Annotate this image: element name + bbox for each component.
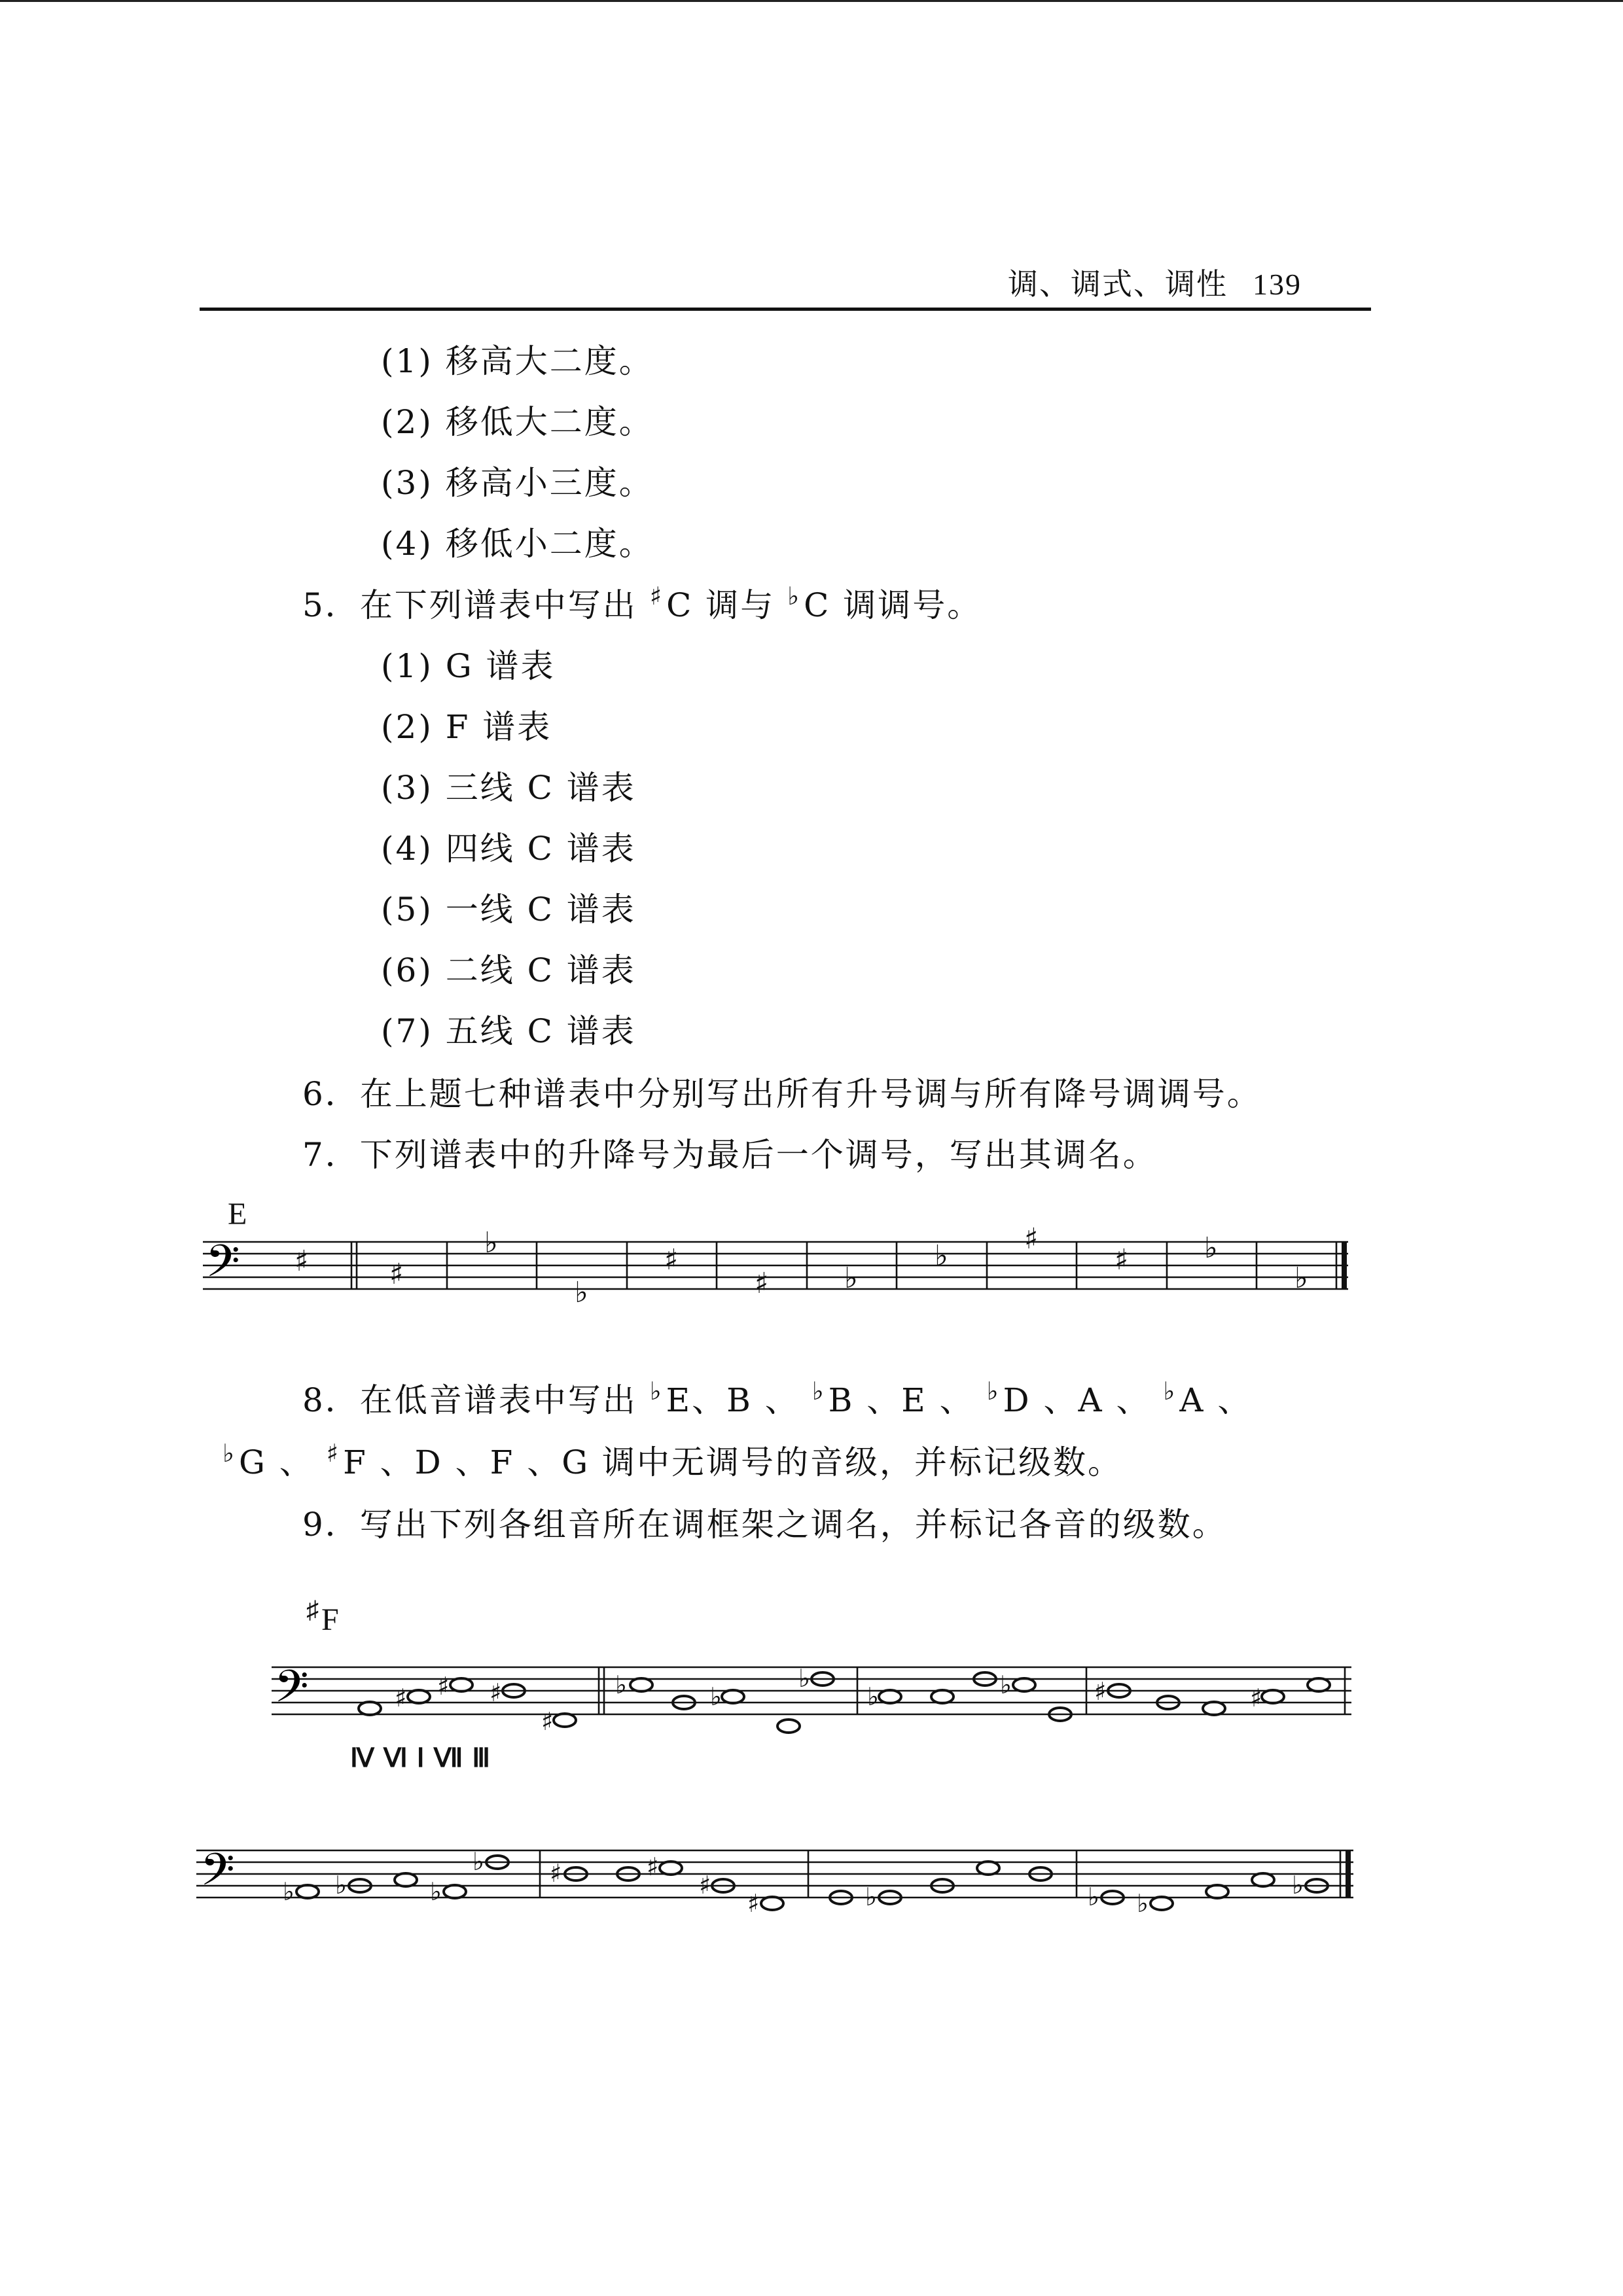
svg-text:♭: ♭ [615, 1670, 627, 1699]
svg-text:♯: ♯ [389, 1258, 404, 1291]
svg-text:♯: ♯ [294, 1245, 309, 1278]
question-5: 5．在下列谱表中写出 ♯C 调与 ♭C 调调号。 [302, 582, 982, 624]
question-9: 9．写出下列各组音所在调框架之调名，并标记各音的级数。 [302, 1506, 1227, 1544]
svg-text:♯: ♯ [550, 1859, 562, 1888]
q9-degree-labels: Ⅳ Ⅵ Ⅰ Ⅶ Ⅲ [350, 1743, 491, 1773]
svg-text:♭: ♭ [335, 1871, 347, 1899]
q7-example-label: E [228, 1197, 247, 1231]
page-top-edge [0, 0, 1623, 2]
svg-text:♯: ♯ [1024, 1222, 1039, 1256]
svg-text:♯: ♯ [747, 1889, 760, 1918]
bass-clef-icon: 𝄢 [205, 1236, 240, 1298]
q5-item: (2) F 谱表 [381, 708, 552, 746]
q5-item: (1) G 谱表 [381, 647, 556, 685]
svg-text:♭: ♭ [710, 1682, 722, 1711]
bass-clef-icon: 𝄢 [274, 1661, 309, 1723]
svg-text:♯: ♯ [755, 1267, 769, 1300]
q5-item: (4) 四线 C 谱表 [381, 830, 636, 868]
shift-item: (1) 移高大二度。 [381, 342, 654, 380]
svg-text:♯: ♯ [541, 1707, 554, 1736]
question-8-line-2: ♭G 、 ♯F 、D 、F 、G 调中无调号的音级，并标记级数。 [223, 1439, 1123, 1481]
q5-item: (5) 一线 C 谱表 [381, 891, 636, 928]
svg-text:♭: ♭ [798, 1664, 810, 1693]
q5-item: (3) 三线 C 谱表 [381, 769, 636, 807]
question-8-line-1: 8．在低音谱表中写出 ♭E、B 、 ♭B 、E 、 ♭D 、A 、 ♭A 、 [302, 1377, 1253, 1419]
q7-bass-staff [196, 1222, 1361, 1309]
question-6: 6．在上题七种谱表中分别写出所有升号调与所有降号调调号。 [302, 1075, 1262, 1113]
svg-text:♭: ♭ [1137, 1889, 1149, 1918]
q5-item: (6) 二线 C 谱表 [381, 951, 636, 989]
svg-text:♭: ♭ [430, 1877, 442, 1906]
shift-item: (4) 移低小二度。 [381, 525, 654, 563]
svg-text:♯: ♯ [1115, 1243, 1129, 1277]
svg-text:♯: ♯ [490, 1678, 502, 1707]
svg-text:♭: ♭ [865, 1882, 877, 1911]
header-title: 调、调式、调性 [1008, 266, 1228, 302]
svg-text:♯: ♯ [699, 1871, 711, 1899]
svg-text:♯: ♯ [664, 1243, 679, 1277]
svg-text:♯: ♯ [437, 1672, 450, 1701]
svg-text:♭: ♭ [935, 1239, 948, 1273]
svg-text:♭: ♭ [283, 1877, 294, 1906]
svg-text:♭: ♭ [484, 1226, 498, 1260]
question-7: 7．下列谱表中的升降号为最后一个调号，写出其调名。 [302, 1136, 1158, 1174]
q9-example-label: ♯F [306, 1597, 339, 1637]
flat-sign: ♭ [787, 582, 802, 610]
running-header [1008, 260, 1302, 304]
svg-text:♭: ♭ [473, 1847, 484, 1876]
q5-item: (7) 五线 C 谱表 [381, 1012, 636, 1050]
q9-staff-2 [196, 1837, 1361, 1922]
svg-text:♭: ♭ [1292, 1871, 1304, 1899]
shift-item: (2) 移低大二度。 [381, 403, 654, 441]
svg-text:♭: ♭ [1204, 1231, 1218, 1265]
svg-text:♭: ♭ [1088, 1882, 1099, 1911]
svg-text:♭: ♭ [1294, 1262, 1308, 1295]
svg-text:♭: ♭ [867, 1682, 879, 1711]
q9-staff-1 [272, 1654, 1358, 1739]
svg-text:♯: ♯ [395, 1684, 407, 1712]
shift-item: (3) 移高小三度。 [381, 464, 654, 502]
svg-text:♭: ♭ [575, 1276, 588, 1309]
svg-text:♭: ♭ [844, 1262, 858, 1295]
svg-text:♯: ♯ [647, 1852, 659, 1881]
header-rule [200, 308, 1371, 311]
sharp-sign: ♯ [649, 582, 664, 610]
page-number: 139 [1253, 268, 1302, 301]
svg-text:♭: ♭ [1000, 1670, 1012, 1699]
svg-text:♯: ♯ [1094, 1677, 1107, 1706]
svg-text:♯: ♯ [1250, 1684, 1262, 1712]
bass-clef-icon: 𝄢 [200, 1845, 235, 1907]
